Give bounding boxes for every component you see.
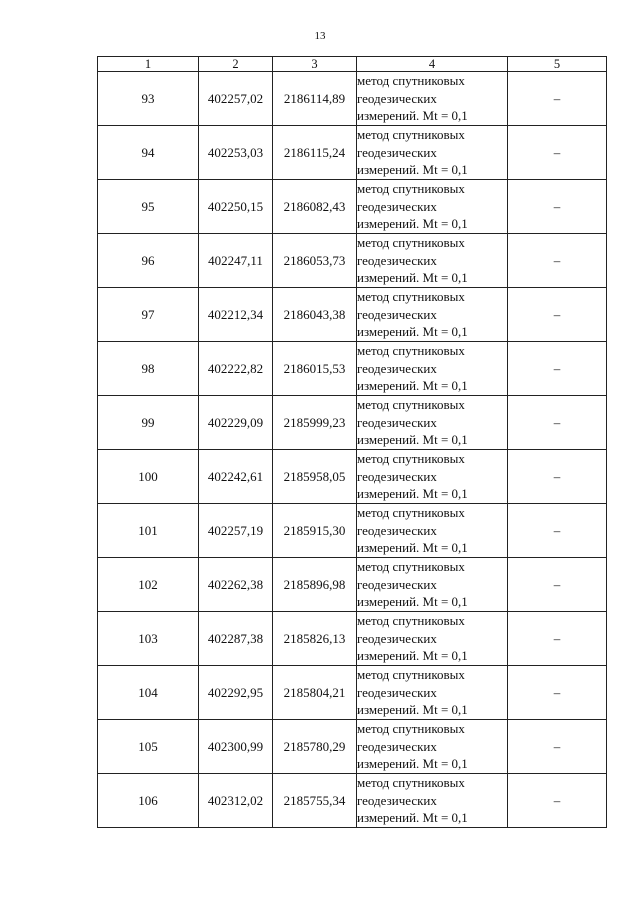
method-line-1: метод спутниковых xyxy=(357,775,465,791)
point-number: 101 xyxy=(98,504,199,558)
column-5-value: – xyxy=(508,612,607,666)
coordinate-y: 2185755,34 xyxy=(273,774,357,828)
header-row xyxy=(98,57,607,72)
column-5-value: – xyxy=(508,180,607,234)
method-line-3: измерений. Mt = 0,1 xyxy=(357,378,468,394)
point-number: 105 xyxy=(98,720,199,774)
coordinate-x: 402253,03 xyxy=(199,126,273,180)
table-row xyxy=(98,72,607,126)
point-number: 93 xyxy=(98,72,199,126)
column-5-value: – xyxy=(508,72,607,126)
method-line-3: измерений. Mt = 0,1 xyxy=(357,108,468,124)
method-line-1: метод спутниковых xyxy=(357,235,465,251)
coordinate-y: 2185780,29 xyxy=(273,720,357,774)
coordinate-x: 402257,19 xyxy=(199,504,273,558)
coordinate-x: 402222,82 xyxy=(199,342,273,396)
method-line-1: метод спутниковых xyxy=(357,127,465,143)
point-number: 98 xyxy=(98,342,199,396)
coordinate-x: 402242,61 xyxy=(199,450,273,504)
header-col-5: 5 xyxy=(508,57,607,72)
column-5-value: – xyxy=(508,774,607,828)
method-line-1: метод спутниковых xyxy=(357,181,465,197)
coordinate-x: 402250,15 xyxy=(199,180,273,234)
method-line-3: измерений. Mt = 0,1 xyxy=(357,594,468,610)
coordinate-x: 402287,38 xyxy=(199,612,273,666)
coordinate-y: 2186115,24 xyxy=(273,126,357,180)
coordinate-y: 2185999,23 xyxy=(273,396,357,450)
point-number: 104 xyxy=(98,666,199,720)
table-row xyxy=(98,774,607,828)
method-description xyxy=(357,720,508,774)
column-5-value: – xyxy=(508,666,607,720)
method-line-2: геодезических xyxy=(357,198,437,214)
coordinate-x: 402257,02 xyxy=(199,72,273,126)
method-line-1: метод спутниковых xyxy=(357,721,465,737)
coordinate-y: 2186082,43 xyxy=(273,180,357,234)
coordinate-x: 402212,34 xyxy=(199,288,273,342)
point-number: 100 xyxy=(98,450,199,504)
method-line-1: метод спутниковых xyxy=(357,505,465,521)
method-description xyxy=(357,234,508,288)
method-line-2: геодезических xyxy=(357,792,437,808)
method-line-3: измерений. Mt = 0,1 xyxy=(357,540,468,556)
table-row xyxy=(98,558,607,612)
coordinate-x: 402292,95 xyxy=(199,666,273,720)
method-line-1: метод спутниковых xyxy=(357,559,465,575)
method-description xyxy=(357,72,508,126)
point-number: 103 xyxy=(98,612,199,666)
point-number: 96 xyxy=(98,234,199,288)
method-description xyxy=(357,288,508,342)
table-row xyxy=(98,450,607,504)
coordinate-y: 2186053,73 xyxy=(273,234,357,288)
coordinate-y: 2185958,05 xyxy=(273,450,357,504)
method-line-3: измерений. Mt = 0,1 xyxy=(357,162,468,178)
method-line-1: метод спутниковых xyxy=(357,451,465,467)
method-line-1: метод спутниковых xyxy=(357,613,465,629)
point-number: 106 xyxy=(98,774,199,828)
method-line-2: геодезических xyxy=(357,684,437,700)
method-description xyxy=(357,396,508,450)
method-line-1: метод спутниковых xyxy=(357,73,465,89)
method-description xyxy=(357,558,508,612)
method-line-1: метод спутниковых xyxy=(357,667,465,683)
method-description xyxy=(357,180,508,234)
header-col-2: 2 xyxy=(199,57,273,72)
method-line-3: измерений. Mt = 0,1 xyxy=(357,702,468,718)
column-5-value: – xyxy=(508,504,607,558)
column-5-value: – xyxy=(508,396,607,450)
coordinate-x: 402247,11 xyxy=(199,234,273,288)
column-5-value: – xyxy=(508,234,607,288)
coordinate-y: 2186114,89 xyxy=(273,72,357,126)
method-description xyxy=(357,504,508,558)
header-col-4: 4 xyxy=(357,57,508,72)
method-description xyxy=(357,126,508,180)
method-line-3: измерений. Mt = 0,1 xyxy=(357,648,468,664)
header-col-3: 3 xyxy=(273,57,357,72)
method-line-2: геодезических xyxy=(357,576,437,592)
column-5-value: – xyxy=(508,720,607,774)
column-5-value: – xyxy=(508,342,607,396)
method-description xyxy=(357,612,508,666)
method-line-3: измерений. Mt = 0,1 xyxy=(357,756,468,772)
table-row xyxy=(98,504,607,558)
point-number: 102 xyxy=(98,558,199,612)
table-row xyxy=(98,126,607,180)
column-5-value: – xyxy=(508,450,607,504)
method-description xyxy=(357,774,508,828)
method-line-1: метод спутниковых xyxy=(357,397,465,413)
coordinate-y: 2185896,98 xyxy=(273,558,357,612)
coordinate-y: 2186043,38 xyxy=(273,288,357,342)
table-row xyxy=(98,666,607,720)
method-line-2: геодезических xyxy=(357,252,437,268)
method-description xyxy=(357,450,508,504)
column-5-value: – xyxy=(508,126,607,180)
table-row xyxy=(98,720,607,774)
column-5-value: – xyxy=(508,558,607,612)
method-line-3: измерений. Mt = 0,1 xyxy=(357,270,468,286)
method-line-3: измерений. Mt = 0,1 xyxy=(357,486,468,502)
method-line-2: геодезических xyxy=(357,306,437,322)
method-line-1: метод спутниковых xyxy=(357,289,465,305)
method-line-2: геодезических xyxy=(357,738,437,754)
method-line-2: геодезических xyxy=(357,630,437,646)
column-5-value: – xyxy=(508,288,607,342)
method-line-2: геодезических xyxy=(357,360,437,376)
table-header xyxy=(98,57,607,72)
coordinate-x: 402229,09 xyxy=(199,396,273,450)
coordinates-table xyxy=(97,56,607,828)
table-body xyxy=(98,72,607,828)
method-description xyxy=(357,666,508,720)
method-line-2: геодезических xyxy=(357,522,437,538)
coordinate-y: 2185826,13 xyxy=(273,612,357,666)
method-line-2: геодезических xyxy=(357,144,437,160)
method-line-3: измерений. Mt = 0,1 xyxy=(357,216,468,232)
page-number: 13 xyxy=(314,30,326,42)
table-row xyxy=(98,234,607,288)
point-number: 95 xyxy=(98,180,199,234)
method-line-2: геодезических xyxy=(357,90,437,106)
table-row xyxy=(98,396,607,450)
table-row xyxy=(98,612,607,666)
point-number: 94 xyxy=(98,126,199,180)
method-line-3: измерений. Mt = 0,1 xyxy=(357,432,468,448)
coordinate-x: 402312,02 xyxy=(199,774,273,828)
method-line-3: измерений. Mt = 0,1 xyxy=(357,324,468,340)
method-description xyxy=(357,342,508,396)
point-number: 97 xyxy=(98,288,199,342)
coordinate-x: 402300,99 xyxy=(199,720,273,774)
method-line-1: метод спутниковых xyxy=(357,343,465,359)
table-row xyxy=(98,288,607,342)
method-line-2: геодезических xyxy=(357,468,437,484)
coordinate-y: 2185804,21 xyxy=(273,666,357,720)
coordinate-x: 402262,38 xyxy=(199,558,273,612)
method-line-3: измерений. Mt = 0,1 xyxy=(357,810,468,826)
point-number: 99 xyxy=(98,396,199,450)
table-row xyxy=(98,342,607,396)
coordinate-y: 2185915,30 xyxy=(273,504,357,558)
header-col-1: 1 xyxy=(98,57,199,72)
coordinate-y: 2186015,53 xyxy=(273,342,357,396)
method-line-2: геодезических xyxy=(357,414,437,430)
table-row xyxy=(98,180,607,234)
